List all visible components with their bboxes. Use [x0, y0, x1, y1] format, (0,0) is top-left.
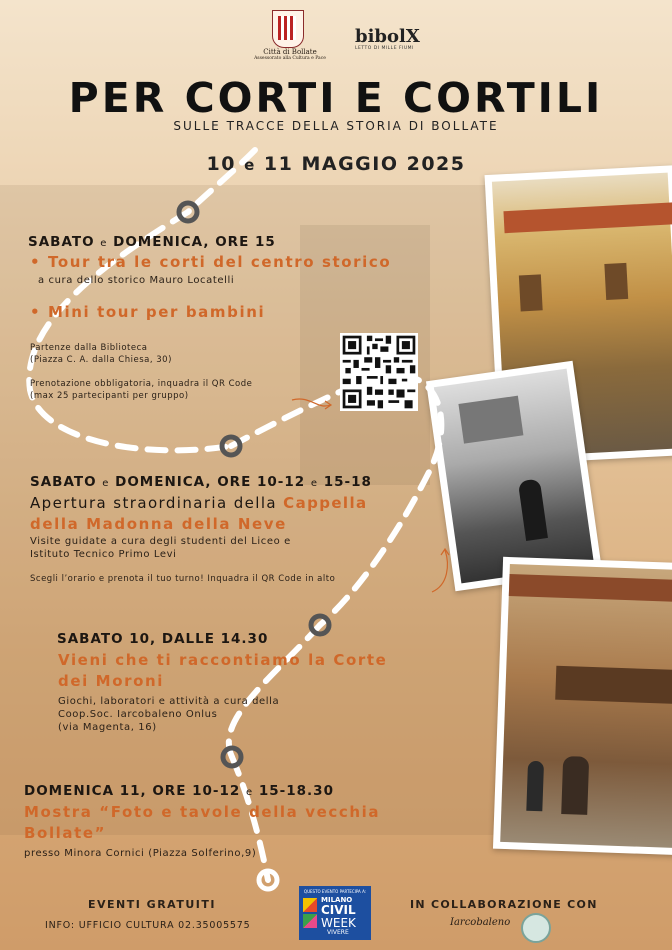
block1-booking: Prenotazione obbligatoria, inquadra il QR Code [30, 379, 253, 389]
civic-week: WEEK [321, 916, 356, 930]
date-conjunction: e [244, 156, 256, 174]
block3-sub3: (via Magenta, 16) [58, 722, 157, 733]
block3-sub2: Coop.Soc. Iarcobaleno Onlus [58, 709, 218, 720]
block2-sub1: Visite guidate a cura degli studenti del Liceo e [30, 536, 291, 547]
partner-seal-icon [521, 913, 551, 943]
qr-code[interactable] [340, 333, 418, 411]
block4-day-a: DOMENICA 11, ORE 10-12 [24, 783, 241, 799]
block2-line2: della Madonna della Neve [30, 515, 287, 533]
bibol-logo: bibolX [355, 26, 420, 47]
civic-top: QUESTO EVENTO PARTECIPA A: [303, 889, 367, 894]
block2-line1-orange: Cappella [283, 494, 368, 512]
page-subtitle: SULLE TRACCE DELLA STORIA DI BOLLATE [173, 119, 499, 133]
block2-note: Scegli l’orario e prenota il tuo turno! Inquadra il QR Code in alto [30, 574, 336, 584]
page-title: PER CORTI E CORTILI [68, 74, 604, 122]
block2-day-b: DOMENICA, ORE 10-12 [115, 474, 306, 490]
info-contact: INFO: UFFICIO CULTURA 02.35005575 [45, 920, 251, 931]
bibol-tagline: LETTO DI MILLE FIUMI [355, 46, 414, 51]
block4-line2: Bollate” [24, 824, 107, 842]
block2-day-conj2: e [310, 478, 319, 489]
block4-sub: presso Minora Cornici (Piazza Solferino,9) [24, 848, 257, 859]
block2-day [30, 474, 372, 490]
block1-item1: • Tour tra le corti del centro storico [30, 253, 392, 271]
collaboration-label: IN COLLABORAZIONE CON [410, 898, 598, 911]
block1-item2: • Mini tour per bambini [30, 303, 266, 321]
block3-sub1: Giochi, laboratori e attività a cura della [58, 696, 280, 707]
larcobaleno-logo: Iarcobaleno [450, 917, 511, 928]
block1-day [28, 234, 276, 250]
block1-booking-limit: (max 25 partecipanti per gruppo) [30, 391, 189, 401]
civic-vivere: VIVERE [327, 929, 349, 936]
date-second: 11 MAGGIO 2025 [263, 153, 466, 175]
block1-start1: Partenze dalla Biblioteca [30, 343, 148, 353]
block2-day-c: 15-18 [323, 474, 372, 490]
civic-civil: CIVIL [321, 903, 356, 917]
block4-day [24, 783, 334, 799]
qr-code-icon [340, 333, 418, 411]
block2-day-a: SABATO [30, 474, 97, 490]
block3-line2: dei Moroni [58, 672, 165, 690]
arrow-up-qr [432, 550, 447, 592]
free-events-label: EVENTI GRATUITI [88, 898, 216, 911]
block2-line1-plain: Apertura straordinaria della [30, 494, 284, 512]
block1-day-a: SABATO [28, 234, 95, 250]
block2-line1 [30, 494, 368, 512]
block4-line1: Mostra “Foto e tavole della vecchia [24, 803, 381, 821]
city-name: Città di Bollate [263, 48, 317, 56]
civic-milano: MILANO [321, 896, 353, 904]
block2-day-conj: e [102, 478, 110, 489]
date-first: 10 [206, 153, 236, 175]
city-department: Assessorato alla Cultura e Pace [254, 56, 326, 61]
block1-start2: (Piazza C. A. dalla Chiesa, 30) [30, 355, 172, 365]
civil-week-logo [299, 886, 371, 940]
block3-day: SABATO 10, DALLE 14.30 [57, 631, 269, 647]
block3-line1: Vieni che ti raccontiamo la Corte [58, 651, 388, 669]
block1-day-conj: e [100, 238, 108, 249]
block1-day-b: DOMENICA, ORE 15 [113, 234, 276, 250]
block1-item1-sub: a cura dello storico Mauro Locatelli [38, 275, 235, 286]
block4-day-b: 15-18.30 [258, 783, 334, 799]
block2-sub2: Istituto Tecnico Primo Levi [30, 549, 177, 560]
block4-day-conj: e [246, 787, 254, 798]
